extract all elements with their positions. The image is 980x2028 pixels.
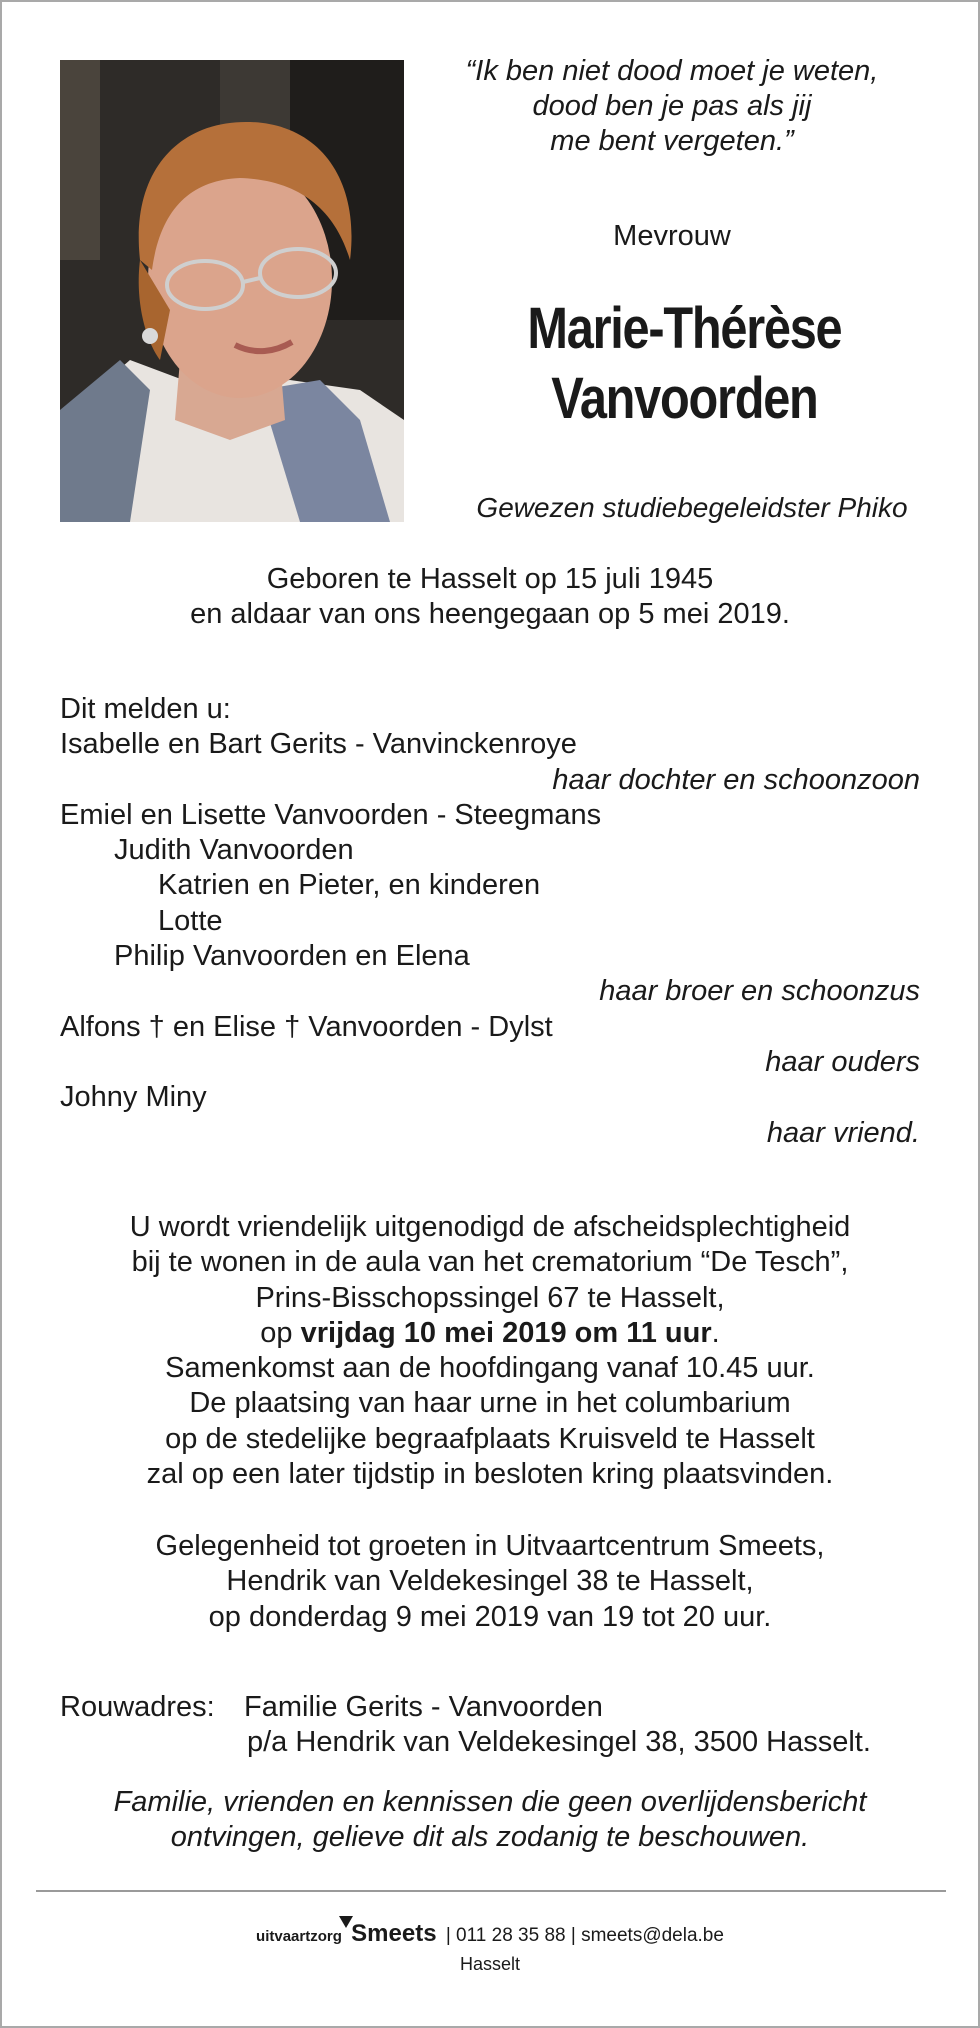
- family-member: Isabelle en Bart Gerits - Vanvinckenroye: [60, 728, 577, 761]
- footer-divider: [36, 1890, 946, 1892]
- visitation-line: op donderdag 9 mei 2019 van 19 tot 20 uur.: [208, 1600, 772, 1633]
- family-member: Philip Vanvoorden en Elena: [114, 940, 470, 973]
- visitation-line: Gelegenheid tot groeten in Uitvaartcentrum Smeets,: [155, 1530, 825, 1562]
- visitation-line: Hendrik van Veldekesingel 38 te Hasselt,: [226, 1565, 754, 1598]
- address-line1: Familie Gerits - Vanvoorden: [244, 1691, 603, 1723]
- closing-line: ontvingen, gelieve dit als zodanig te beschouwen.: [170, 1821, 810, 1854]
- quote-line: me bent vergeten.”: [550, 125, 794, 157]
- occupation: Gewezen studiebegeleidster Phiko: [476, 492, 908, 523]
- closing-note: [2, 1785, 978, 1856]
- funeral-home-footer: [2, 1920, 978, 1975]
- ceremony-date-line: [2, 1316, 978, 1351]
- ceremony-invitation: [2, 1210, 978, 1492]
- family-relation: haar broer en schoonzus: [599, 975, 920, 1008]
- invitation-line: bij te wonen in de aula van het crematorium “De Tesch”,: [131, 1246, 849, 1279]
- invitation-line: Prins-Bisschopssingel 67 te Hasselt,: [255, 1281, 725, 1314]
- triangle-logo-icon: [339, 1916, 353, 1928]
- epitaph-quote: [422, 54, 922, 159]
- date-prefix: op: [260, 1316, 301, 1349]
- date-suffix: .: [711, 1316, 720, 1349]
- footer-brand-line: [2, 1920, 978, 1948]
- family-relation: haar vriend.: [766, 1116, 920, 1149]
- quote-line: dood ben je pas als jij: [532, 90, 812, 122]
- family-list: [60, 692, 920, 1151]
- brand-prefix: uitvaartzorg: [256, 1928, 342, 1945]
- invitation-line: De plaatsing van haar urne in het columbarium: [189, 1387, 791, 1420]
- brand-city: Hasselt: [459, 1954, 521, 1974]
- ceremony-date: vrijdag 10 mei 2019 om 11 uur: [300, 1316, 712, 1349]
- portrait-image: [60, 60, 404, 522]
- address-line2: p/a Hendrik van Veldekesingel 38, 3500 Hasselt.: [247, 1726, 871, 1759]
- family-member: Lotte: [158, 904, 223, 937]
- family-intro: Dit melden u:: [60, 693, 231, 725]
- deceased-name: [464, 294, 905, 434]
- family-member: Katrien en Pieter, en kinderen: [158, 869, 541, 902]
- birth-death-info: [2, 562, 978, 632]
- death-line: en aldaar van ons heengegaan op 5 mei 2019.: [190, 598, 790, 630]
- brand-name: Smeets: [351, 1920, 437, 1947]
- visitation-info: [2, 1529, 978, 1635]
- invitation-line: zal op een later tijdstip in besloten kring plaatsvinden.: [146, 1458, 834, 1491]
- family-member: Emiel en Lisette Vanvoorden - Steegmans: [60, 798, 602, 831]
- family-member: Alfons † en Elise † Vanvoorden - Dylst: [60, 1010, 553, 1043]
- address-row: [60, 1690, 940, 1725]
- family-relation: haar ouders: [765, 1045, 920, 1078]
- last-name: Vanvoorden: [551, 366, 818, 431]
- portrait-photo: [60, 60, 404, 522]
- honorific: Mevrouw: [613, 220, 731, 252]
- address-label: Rouwadres:: [60, 1691, 215, 1723]
- family-member: Johny Miny: [60, 1081, 207, 1114]
- family-member: Judith Vanvoorden: [114, 834, 354, 867]
- quote-line: “Ik ben niet dood moet je weten,: [465, 55, 879, 87]
- closing-line: Familie, vrienden en kennissen die geen overlijdensbericht: [113, 1786, 867, 1818]
- invitation-line: Samenkomst aan de hoofdingang vanaf 10.45 uur.: [165, 1352, 815, 1385]
- birth-line: Geboren te Hasselt op 15 juli 1945: [266, 563, 714, 595]
- family-relation: haar dochter en schoonzoon: [552, 763, 920, 796]
- contact-info: | 011 28 35 88 | smeets@dela.be: [445, 1925, 724, 1946]
- first-name: Marie-Thérèse: [527, 296, 842, 361]
- invitation-line: op de stedelijke begraafplaats Kruisveld te Hasselt: [165, 1422, 815, 1455]
- mourning-address: [60, 1690, 940, 1761]
- invitation-line: U wordt vriendelijk uitgenodigd de afscheidsplechtigheid: [129, 1211, 851, 1243]
